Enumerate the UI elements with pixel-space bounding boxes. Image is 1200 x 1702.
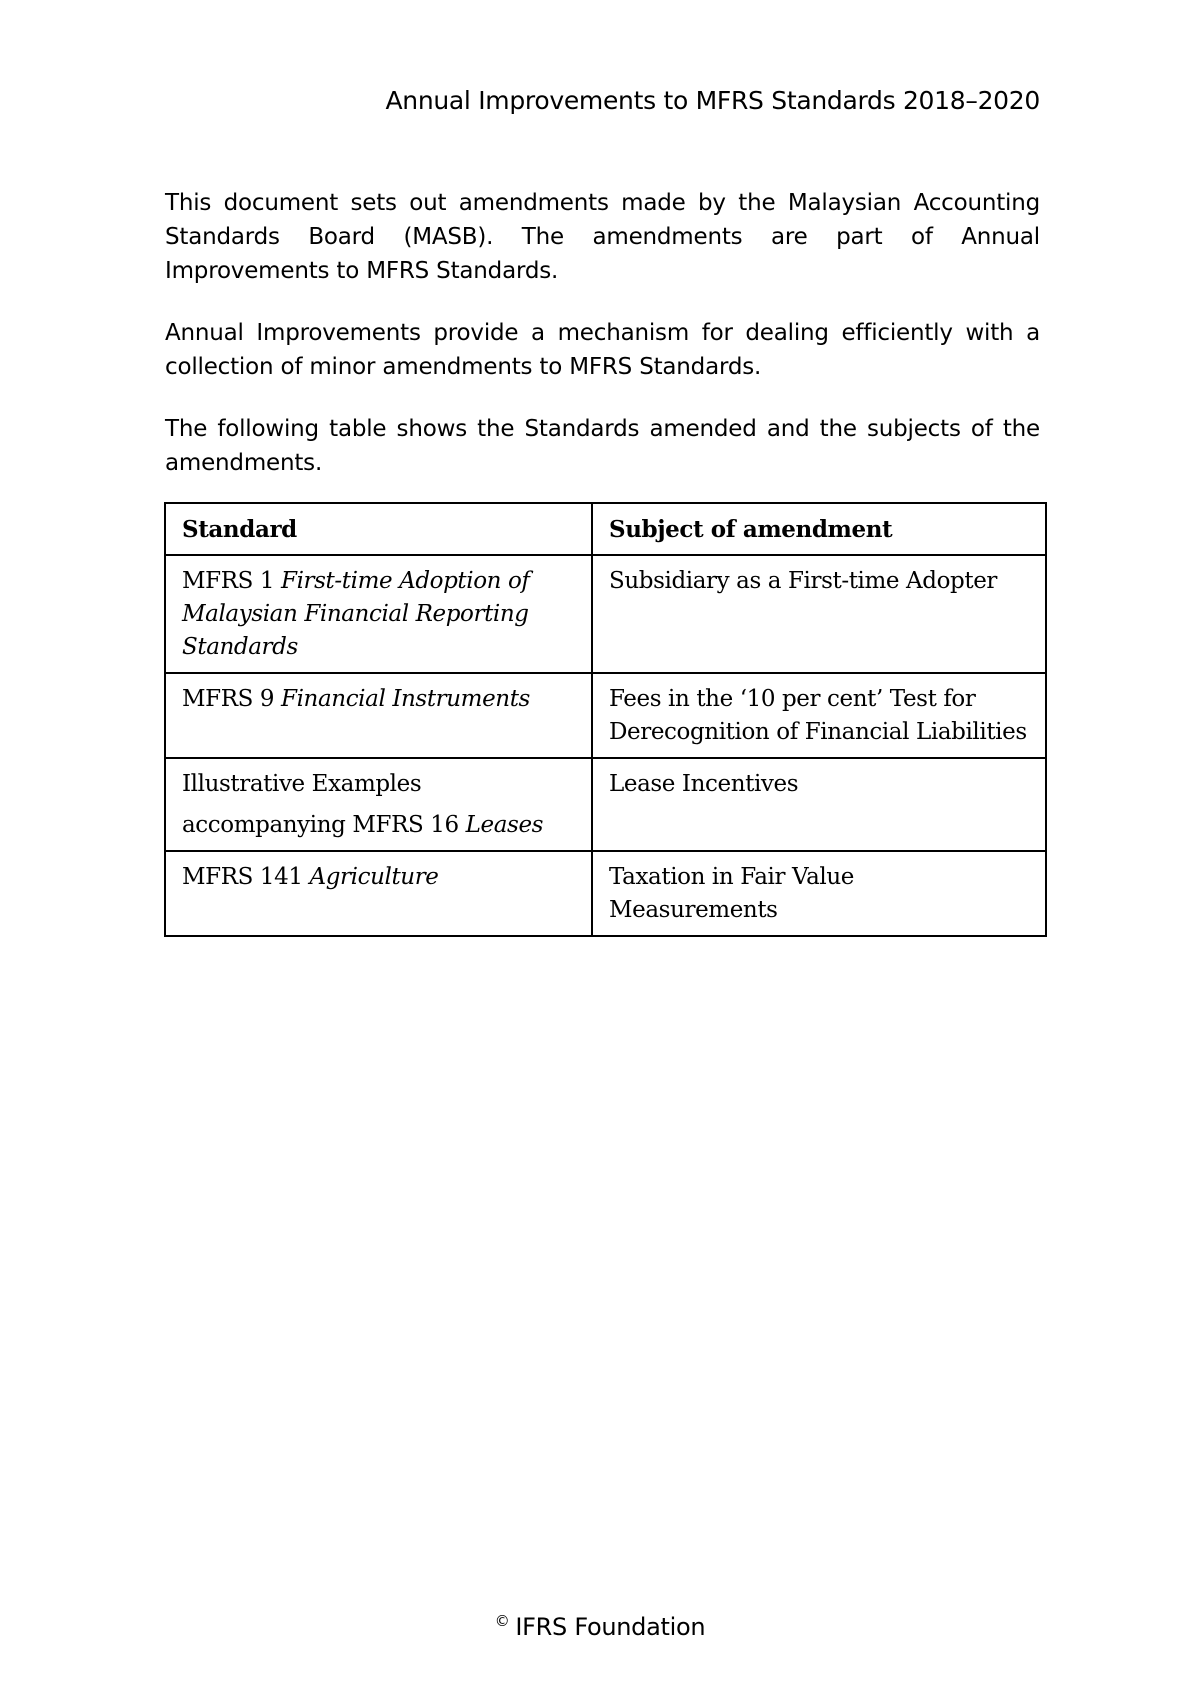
copyright-symbol: © — [494, 1612, 510, 1630]
standard-title: Agriculture — [309, 864, 439, 890]
column-header-subject: Subject of amendment — [592, 503, 1046, 555]
standard-number: accompanying MFRS 16 — [182, 812, 466, 838]
intro-paragraph: This document sets out amendments made by the Malaysian Accounting Standards Board (MASB). The amendments are part of Annual Improvements to MFRS Standards. — [165, 190, 1040, 284]
standard-lead-text: Illustrative Examples — [182, 771, 422, 797]
document-body — [165, 186, 1040, 508]
table-row — [165, 851, 1046, 936]
standard-cell — [165, 555, 592, 673]
footer-text: IFRS Foundation — [515, 1613, 706, 1641]
column-header-standard: Standard — [165, 503, 592, 555]
mechanism-paragraph: Annual Improvements provide a mechanism for dealing efficiently with a collection of minor amendments to MFRS Standards. — [165, 320, 1040, 380]
subject-cell: Taxation in Fair Value Measurements — [592, 851, 1046, 936]
table-intro-paragraph: The following table shows the Standards amended and the subjects of the amendments. — [165, 416, 1040, 476]
standard-number: MFRS 141 — [182, 864, 310, 890]
subject-cell: Subsidiary as a First-time Adopter — [592, 555, 1046, 673]
amendments-table — [164, 502, 1047, 937]
standard-title: First-time Adoption of Malaysian Financial Reporting Standards — [182, 568, 530, 660]
table-row — [165, 555, 1046, 673]
subject-cell: Fees in the ‘10 per cent’ Test for Derecognition of Financial Liabilities — [592, 673, 1046, 758]
subject-cell: Lease Incentives — [592, 758, 1046, 851]
standard-number: MFRS 1 — [182, 568, 282, 594]
standard-cell — [165, 758, 592, 851]
table-row — [165, 758, 1046, 851]
standard-number: MFRS 9 — [182, 686, 282, 712]
standard-title: Leases — [465, 812, 544, 838]
page-footer — [0, 1612, 1200, 1641]
table-row — [165, 673, 1046, 758]
running-header: Annual Improvements to MFRS Standards 2018–2020 — [385, 86, 1040, 115]
standard-title: Financial Instruments — [281, 686, 530, 712]
table-header-row — [165, 503, 1046, 555]
standard-cell — [165, 851, 592, 936]
standard-cell — [165, 673, 592, 758]
